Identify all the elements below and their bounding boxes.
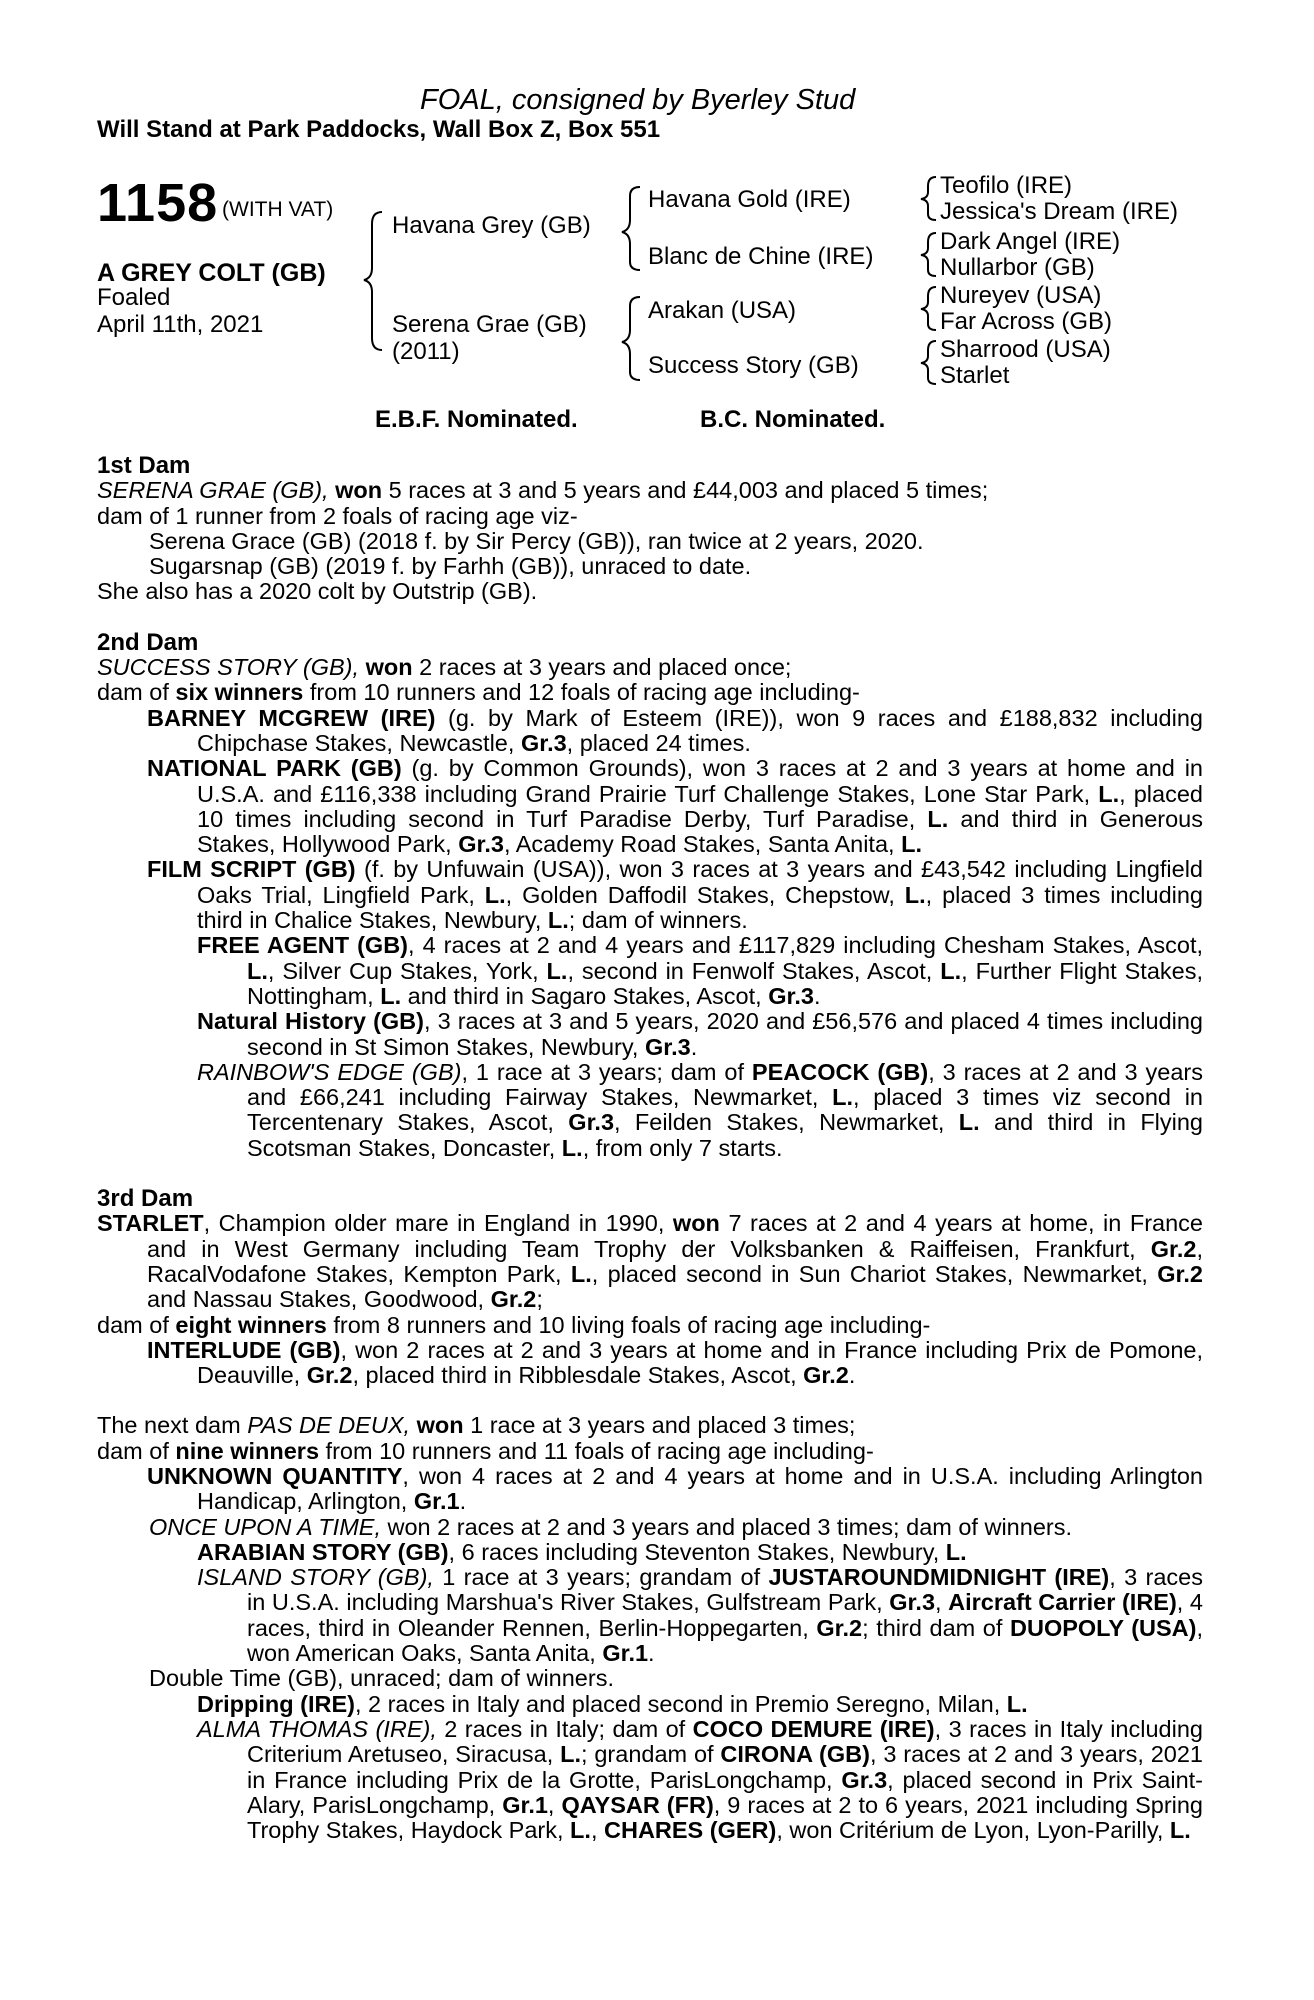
entry-film-script: FILM SCRIPT (GB) (f. by Unfuwain (USA)), won 3 races at 3 years and £43,542 including Lingfield Oaks Trial, Lingfield Park, L., Golden Daffodil Stakes, Chepstow, L., placed 3 times including third in Chalice Stakes, Newbury, L.; dam of winners. [147,856,1204,934]
brace-sire-icon [622,187,640,270]
brace-sd-icon [921,233,936,276]
third-dam-produce-line: dam of eight winners from 8 runners and 10 living foals of racing age including- [97,1311,931,1338]
second-dam-line2: dam of six winners from 10 runners and 12 foals of racing age including- [97,679,860,706]
pedigree-dam-dam: Success Story (GB) [648,352,859,379]
pedigree-ds-sire: Nureyev (USA) [940,282,1102,309]
entry-double-time: Double Time (GB), unraced; dam of winners. [149,1665,614,1692]
brace-ds-icon [921,287,936,330]
next-dam-line1: The next dam PAS DE DEUX, won 1 race at 3 years and placed 3 times; [97,1412,856,1439]
brace-dd-icon [921,341,936,384]
first-dam-produce-1: Serena Grace (GB) (2018 f. by Sir Percy (GB)), ran twice at 2 years, 2020. [149,527,924,554]
pedigree-dam-year: (2011) [392,338,460,365]
entry-interlude: INTERLUDE (GB), won 2 races at 2 and 3 years at home and in France including Prix de Pomone, Deauville, Gr.2, placed third in Ribblesdale Stakes, Ascot, Gr.2. [147,1336,1204,1389]
entry-rainbows-edge: RAINBOW'S EDGE (GB), 1 race at 3 years; dam of PEACOCK (GB), 3 races at 2 and 3 years and £66,241 including Fairway Stakes, Newmarket, L., placed 3 times viz second in Tercentenary Stakes, Ascot, Gr.3, Feilden Stakes, Newmarket, L. and third in Flying Scotsman Stakes, Doncaster, L., from only 7 starts. [197,1058,1204,1161]
second-dam-heading: 2nd Dam [97,628,199,656]
bc-nomination: B.C. Nominated. [700,406,886,433]
pedigree-ds-dam: Far Across (GB) [940,308,1113,335]
first-dam-heading: 1st Dam [97,452,191,479]
first-dam-note: She also has a 2020 colt by Outstrip (GB). [97,578,538,605]
entry-unknown-quantity: UNKNOWN QUANTITY, won 4 races at 2 and 4 years at home and in U.S.A. including Arlington Handicap, Arlington, Gr.1. [147,1462,1203,1515]
stand-location: Will Stand at Park Paddocks, Wall Box Z, Box 551 [97,116,661,143]
foaled-label: Foaled [97,284,171,311]
entry-alma-thomas: ALMA THOMAS (IRE), 2 races in Italy; dam of COCO DEMURE (IRE), 3 races in Italy including Criterium Aretuseo, Siracusa, L.; grandam of CIRONA (GB), 3 races at 2 and 3 years, 2021 in France including Prix de la Grotte, ParisLongchamp, Gr.3, placed second in Prix Saint-Alary, ParisLongchamp, Gr.1, QAYSAR (FR), 9 races at 2 to 6 years, 2021 including Spring Trophy Stakes, Haydock Park, L., CHARES (GER), won Critérium de Lyon, Lyon-Parilly, L. [197,1715,1204,1844]
brace-ss-icon [921,177,936,220]
first-dam-line2: dam of 1 runner from 2 foals of racing age viz- [97,502,578,529]
entry-barney-mcgrew: BARNEY MCGREW (IRE) (g. by Mark of Esteem (IRE)), won 9 races and £188,832 including Chipchase Stakes, Newcastle, Gr.3, placed 24 times. [147,704,1203,756]
pedigree-sd-sire: Dark Angel (IRE) [940,228,1121,255]
second-dam-line1: SUCCESS STORY (GB), won 2 races at 3 years and placed once; [97,654,792,681]
ebf-nomination: E.B.F. Nominated. [375,406,578,433]
entry-free-agent: FREE AGENT (GB), 4 races at 2 and 4 years and £117,829 including Chesham Stakes, Ascot, L., Silver Cup Stakes, York, L., second in Fenwolf Stakes, Ascot, L., Further Flight Stakes, Nottingham, L. and third in Sagaro Stakes, Ascot, Gr.3. [197,932,1204,1009]
brace-dam-icon [622,297,640,380]
entry-national-park: NATIONAL PARK (GB) (g. by Common Grounds), won 3 races at 2 and 3 years at home and in U.S.A. and £116,338 including Grand Prairie Turf Challenge Stakes, Lone Star Park, L., placed 10 times including second in Turf Paradise Derby, Turf Paradise, L. and third in Generous Stakes, Hollywood Park, Gr.3, Academy Road Stakes, Santa Anita, L. [147,755,1203,858]
pedigree-dd-dam: Starlet [940,362,1010,389]
pedigree-sire-dam: Blanc de Chine (IRE) [648,243,874,270]
entry-arabian-story: ARABIAN STORY (GB), 6 races including Steventon Stakes, Newbury, L. [197,1538,967,1565]
third-dam-heading: 3rd Dam [97,1185,194,1213]
pedigree-ss-sire: Teofilo (IRE) [940,172,1073,199]
next-dam-line2: dam of nine winners from 10 runners and 11 foals of racing age including- [97,1437,874,1464]
vat-label: (WITH VAT) [222,198,334,221]
first-dam-produce-2: Sugarsnap (GB) (2019 f. by Farhh (GB)), unraced to date. [149,553,752,580]
lot-number: 1158 [97,173,219,233]
entry-once-upon-a-time: ONCE UPON A TIME, won 2 races at 2 and 3 years and placed 3 times; dam of winners. [149,1513,1072,1540]
entry-island-story: ISLAND STORY (GB), 1 race at 3 years; grandam of JUSTAROUNDMIDNIGHT (IRE), 3 races in U.S.A. including Marshua's River Stakes, Gulfstream Park, Gr.3, Aircraft Carrier (IRE), 4 races, third in Oleander Rennen, Berlin-Hoppegarten, Gr.2; third dam of DUOPOLY (USA), won American Oaks, Santa Anita, Gr.1. [197,1564,1204,1667]
lot-description: A GREY COLT (GB) [97,259,326,287]
entry-natural-history: Natural History (GB), 3 races at 3 and 5 years, 2020 and £56,576 and placed 4 times including second in St Simon Stakes, Newbury, Gr.3. [197,1008,1203,1060]
pedigree-sd-dam: Nullarbor (GB) [940,254,1095,281]
pedigree-ss-dam: Jessica's Dream (IRE) [940,198,1178,225]
pedigree-dam-sire: Arakan (USA) [648,297,797,324]
pedigree-dd-sire: Sharrood (USA) [940,336,1111,363]
consignor-line: FOAL, consigned by Byerley Stud [420,84,856,116]
foaled-date: April 11th, 2021 [97,311,264,338]
entry-dripping: Dripping (IRE), 2 races in Italy and placed second in Premio Seregno, Milan, L. [197,1690,1028,1717]
pedigree-sire-sire: Havana Gold (IRE) [648,186,851,213]
pedigree-dam: Serena Grae (GB) [392,311,587,338]
entry-starlet: STARLET, Champion older mare in England in 1990, won 7 races at 2 and 4 years at home, in France and in West Germany including Team Trophy der Volksbanken & Raiffeisen, Frankfurt, Gr.2, RacalVodafone Stakes, Kempton Park, L., placed second in Sun Chariot Stakes, Newmarket, Gr.2 and Nassau Stakes, Goodwood, Gr.2; [97,1210,1204,1313]
pedigree-sire: Havana Grey (GB) [392,212,591,239]
produce-record [97,453,1203,1843]
brace-main-icon [364,212,382,350]
first-dam-line1: SERENA GRAE (GB), won 5 races at 3 and 5 years and £44,003 and placed 5 times; [97,477,989,504]
